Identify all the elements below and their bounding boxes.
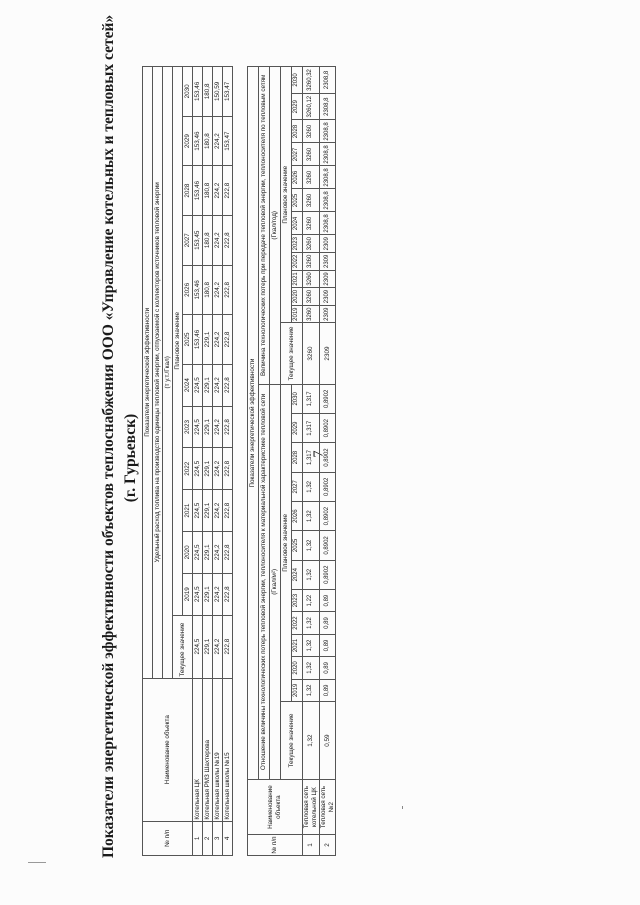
header-year: 2026	[183, 265, 193, 315]
header-year: 2020	[183, 531, 193, 573]
header-no: № п/п	[143, 821, 193, 855]
row-value: 229,1	[203, 364, 213, 406]
header-indicator: Удельный расход топлива на производство единицы тепловой энергии, отпускаемой с коллекторов источников тепловой энергии	[153, 67, 163, 679]
row-value-2: 2308,8	[319, 212, 336, 235]
table-row	[193, 67, 203, 856]
row-value-1: 1,32	[303, 612, 320, 634]
row-value-2: 2309	[319, 288, 336, 306]
row-current-1: 1,32	[303, 702, 320, 780]
row-value: 229,1	[203, 490, 213, 532]
header-planned-2: Плановое значение	[281, 67, 292, 323]
table-header-row	[259, 67, 270, 856]
row-value-1: 1,32	[303, 531, 320, 560]
header-year: 2026	[292, 166, 303, 189]
row-value: 222,8	[223, 364, 233, 406]
row-value-2: 2308,8	[319, 166, 336, 189]
header-year: 2028	[183, 166, 193, 216]
row-no: 2	[319, 835, 336, 856]
row-value: 153,46	[193, 67, 203, 117]
row-value-2: 3260	[303, 166, 320, 189]
header-year: 2023	[292, 235, 303, 253]
row-no: 3	[213, 821, 223, 855]
header-year: 2025	[292, 189, 303, 212]
table-header-row	[248, 67, 259, 856]
row-current-2: 2309	[319, 323, 336, 384]
row-value: 224,2	[213, 531, 223, 573]
document-title: Показатели энергетической эффективности объектов теплоснабжения ООО «Управление котельных и тепловых сетей»	[100, 14, 117, 858]
row-no: 2	[203, 821, 213, 855]
row-value: 229,1	[203, 406, 213, 448]
row-value: 153,45	[193, 215, 203, 265]
row-current: 222,8	[223, 615, 233, 678]
row-current: 224,5	[193, 615, 203, 678]
row-value: 229,1	[203, 531, 213, 573]
row-name: Тепловая сеть котельной ЦК	[303, 780, 320, 835]
header-year: 2019	[292, 679, 303, 701]
row-value: 180,8	[203, 67, 213, 117]
header-no: № п/п	[248, 835, 303, 856]
row-name: Котельная школы №15	[223, 678, 233, 821]
row-value-2: 2309	[319, 235, 336, 253]
row-value: 222,8	[223, 315, 233, 365]
header-planned-1: Плановое значение	[281, 384, 292, 701]
row-value: 224,2	[213, 116, 223, 166]
fuel-consumption-table	[142, 66, 233, 856]
header-year: 2022	[183, 448, 193, 490]
row-value-2: 2308,8	[319, 120, 336, 143]
row-value: 222,8	[223, 573, 233, 615]
heat-loss-table	[247, 66, 336, 856]
row-value-1: 0,89	[319, 634, 336, 656]
header-year: 2026	[292, 501, 303, 530]
row-value-2: 3260	[303, 189, 320, 212]
header-year: 2024	[292, 212, 303, 235]
table-row	[203, 67, 213, 856]
table-row	[213, 67, 223, 856]
header-year: 2023	[183, 406, 193, 448]
header-year: 2021	[292, 634, 303, 656]
row-current-1: 0,59	[319, 702, 336, 780]
header-year: 2027	[292, 143, 303, 166]
row-value: 224,5	[193, 531, 203, 573]
row-value: 153,46	[193, 116, 203, 166]
row-value: 153,47	[223, 116, 233, 166]
row-value-1: 0,8902	[319, 531, 336, 560]
row-value: 222,8	[223, 531, 233, 573]
page-number: 7	[311, 450, 327, 458]
row-value-1: 0,8902	[319, 501, 336, 530]
header-year: 2029	[292, 93, 303, 120]
row-value: 222,8	[223, 406, 233, 448]
row-value-1: 1,32	[303, 501, 320, 530]
header-year: 2025	[292, 531, 303, 560]
row-value-2: 3260	[303, 288, 320, 306]
row-value: 224,2	[213, 448, 223, 490]
row-value: 153,46	[193, 265, 203, 315]
header-year: 2030	[292, 67, 303, 94]
row-value: 224,5	[193, 448, 203, 490]
table-row	[303, 67, 320, 856]
row-value: 229,1	[203, 448, 213, 490]
row-value-1: 0,89	[319, 679, 336, 701]
tables-block	[142, 66, 336, 856]
row-value-2: 3260,12	[303, 93, 320, 120]
title-block	[100, 14, 140, 858]
header-current-2: Текущее значение	[281, 323, 303, 384]
row-value-2: 2309	[319, 270, 336, 288]
header-year: 2020	[292, 657, 303, 679]
row-value-1: 1,32	[303, 657, 320, 679]
row-value: 180,8	[203, 166, 213, 216]
header-name: Наименование объекта	[143, 678, 193, 821]
row-value-2: 2308,8	[319, 67, 336, 94]
row-value-1: 1,317	[303, 443, 320, 472]
header-year: 2028	[292, 443, 303, 472]
header-current: Текущее значение	[173, 615, 193, 678]
row-value: 224,5	[193, 406, 203, 448]
row-name: Котельная ЦК	[193, 678, 203, 821]
row-value: 229,1	[203, 573, 213, 615]
row-value: 224,2	[213, 490, 223, 532]
header-indicator-1: Отношение величины технологических потерь тепловой энергии, теплоносителя к материальной характеристике тепловой сети	[259, 384, 270, 779]
row-value: 222,8	[223, 448, 233, 490]
row-no: 1	[303, 835, 320, 856]
header-unit: (т у.т./Гкал)	[163, 67, 173, 679]
document-subtitle: (г. Гурьевск)	[122, 413, 139, 503]
header-year: 2022	[292, 253, 303, 271]
table-header-row	[281, 67, 292, 856]
row-value-2: 3260	[303, 212, 320, 235]
header-year: 2027	[292, 472, 303, 501]
row-value: 224,5	[193, 573, 203, 615]
header-year: 2019	[292, 305, 303, 323]
header-year: 2021	[183, 490, 193, 532]
row-value: 224,2	[213, 265, 223, 315]
header-year: 2029	[292, 414, 303, 443]
row-value-2: 3260	[303, 253, 320, 271]
header-current-1: Текущее значение	[281, 702, 303, 780]
header-group: Показатели энергетической эффективности	[143, 67, 153, 679]
row-name: Котельная школы №19	[213, 678, 223, 821]
row-value-1: 1,317	[303, 414, 320, 443]
table-row	[223, 67, 233, 856]
row-value: 153,47	[223, 67, 233, 117]
scan-tick	[402, 806, 403, 809]
header-year: 2020	[292, 288, 303, 306]
row-value: 180,8	[203, 215, 213, 265]
header-year: 2029	[183, 116, 193, 166]
row-value-2: 3260	[303, 235, 320, 253]
table-header-row	[143, 67, 153, 856]
header-unit-2: (Гкал/год)	[270, 67, 281, 385]
row-value: 153,46	[193, 166, 203, 216]
row-value-1: 0,8902	[319, 414, 336, 443]
row-value-2: 2309	[319, 253, 336, 271]
row-value-2: 3260	[303, 120, 320, 143]
row-value: 150,59	[213, 67, 223, 117]
row-value: 224,2	[213, 364, 223, 406]
header-year: 2024	[292, 560, 303, 589]
row-value: 229,1	[203, 315, 213, 365]
row-value-1: 0,89	[319, 589, 336, 611]
row-current-2: 3260	[303, 323, 320, 384]
row-value-2: 2308,8	[319, 93, 336, 120]
row-value: 222,8	[223, 265, 233, 315]
header-year: 2019	[183, 573, 193, 615]
row-value-2: 2309	[319, 305, 336, 323]
row-value-1: 1,32	[303, 634, 320, 656]
row-value-2: 3260	[303, 143, 320, 166]
header-year: 2024	[183, 364, 193, 406]
header-name: Наименование объекта	[248, 780, 303, 835]
row-value-1: 1,32	[303, 560, 320, 589]
header-year: 2022	[292, 612, 303, 634]
row-value: 224,2	[213, 406, 223, 448]
row-value: 222,8	[223, 490, 233, 532]
row-value: 180,8	[203, 116, 213, 166]
table-row	[319, 67, 336, 856]
scan-mark	[28, 862, 46, 863]
header-year: 2030	[183, 67, 193, 117]
row-no: 1	[193, 821, 203, 855]
row-value: 224,2	[213, 315, 223, 365]
header-year: 2028	[292, 120, 303, 143]
header-group: Показатели энергетической эффективности	[248, 67, 259, 780]
row-value-1: 0,89	[319, 612, 336, 634]
row-value-2: 3260	[303, 270, 320, 288]
row-value-2: 2308,8	[319, 143, 336, 166]
row-value-1: 0,8902	[319, 384, 336, 413]
row-value: 224,2	[213, 215, 223, 265]
row-current: 229,1	[203, 615, 213, 678]
row-value-1: 0,8902	[319, 560, 336, 589]
row-value-1: 1,32	[303, 679, 320, 701]
row-value-1: 1,317	[303, 384, 320, 413]
header-unit-1: (Гкал/м²)	[270, 384, 281, 779]
row-value-1: 0,8902	[319, 472, 336, 501]
header-year: 2030	[292, 384, 303, 413]
header-year: 2021	[292, 270, 303, 288]
row-value: 180,8	[203, 265, 213, 315]
row-value-1: 0,8902	[319, 443, 336, 472]
header-year: 2023	[292, 589, 303, 611]
table-header-row	[270, 67, 281, 856]
row-value: 224,2	[213, 166, 223, 216]
row-value-1: 1,32	[303, 472, 320, 501]
row-value: 153,46	[193, 315, 203, 365]
header-planned: Плановое значение	[173, 67, 183, 616]
row-value: 224,2	[213, 573, 223, 615]
header-indicator-2: Величина технологических потерь при передаче тепловой энергии, теплоносителя по тепловым сетям	[259, 67, 270, 385]
row-current: 224,2	[213, 615, 223, 678]
row-value-2: 2308,8	[319, 189, 336, 212]
row-value-1: 1,22	[303, 589, 320, 611]
row-no: 4	[223, 821, 233, 855]
header-year: 2027	[183, 215, 193, 265]
row-value: 222,8	[223, 215, 233, 265]
row-value: 224,5	[193, 364, 203, 406]
row-name: Котельная РМЗ Шахтерова	[203, 678, 213, 821]
row-name: Тепловая сеть №2	[319, 780, 336, 835]
header-year: 2025	[183, 315, 193, 365]
row-value-2: 3260,32	[303, 67, 320, 94]
row-value: 222,8	[223, 166, 233, 216]
row-value: 224,5	[193, 490, 203, 532]
row-value-1: 0,89	[319, 657, 336, 679]
row-value-2: 3260	[303, 305, 320, 323]
